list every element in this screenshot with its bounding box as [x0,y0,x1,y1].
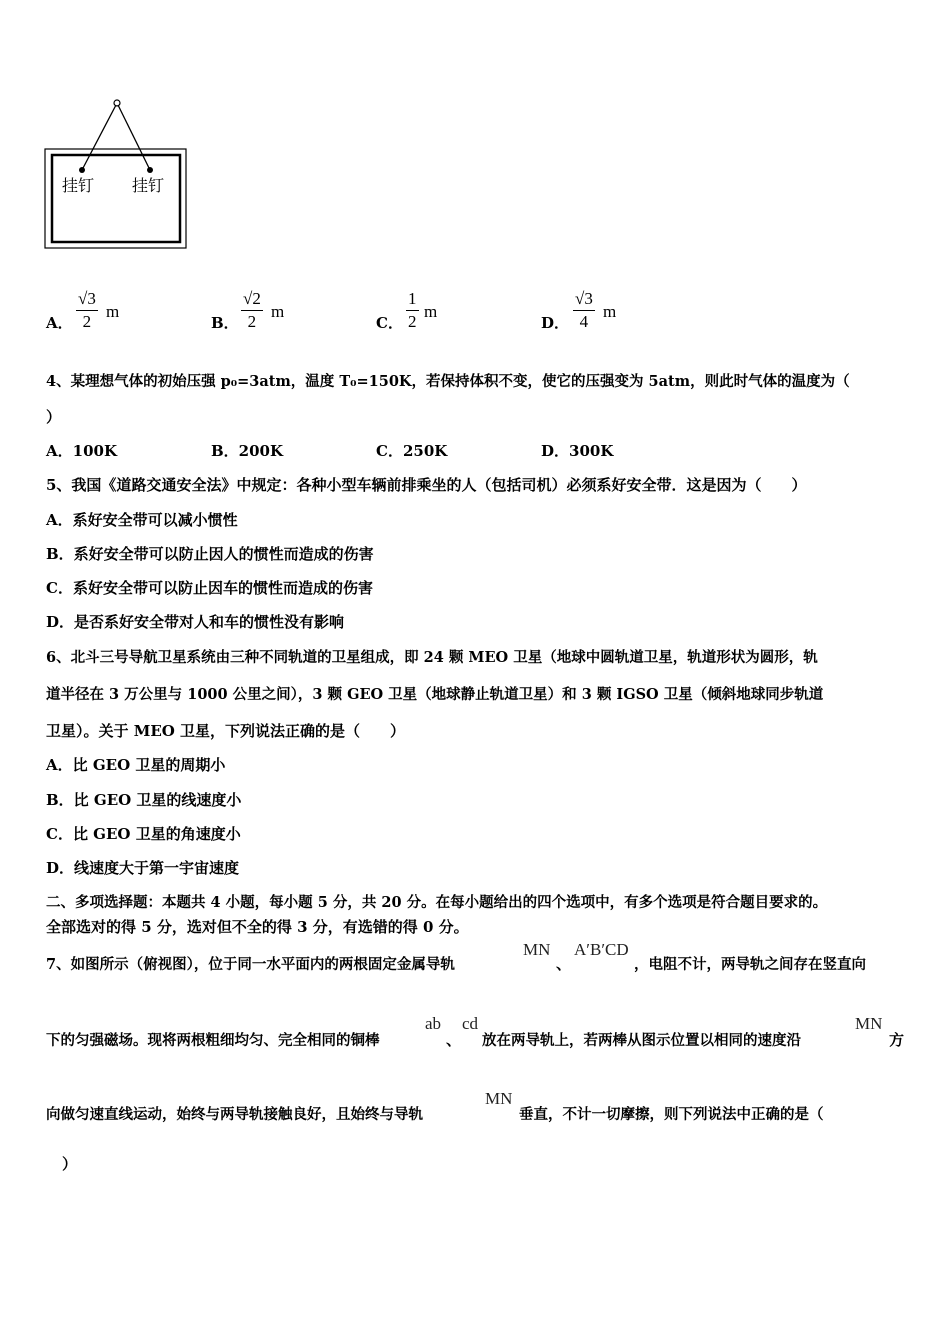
q7-line1-part1: 7、如图所示（俯视图），位于同一水平面内的两根固定金属导轨 [46,956,455,973]
q7-symbol-cd: cd [462,1014,479,1033]
q4-stem-line1: 4、某理想气体的初始压强 p₀=3atm，温度 T₀=150K，若保持体积不变，使它的压强变为 5atm，则此时气体的温度为（ [46,373,850,390]
q5-option-c: C．系好安全带可以防止因车的惯性而造成的伤害 [46,579,373,597]
q7-line2-part1: 下的匀强磁场。现将两根粗细均匀、完全相同的铜棒 [46,1032,380,1049]
nail-right-label: 挂钉 [132,176,165,195]
string-right [118,105,150,170]
q3-option-a-label: A． [46,314,73,332]
q7-symbol-mn-3: MN [485,1089,513,1108]
q5-option-b: B．系好安全带可以防止因人的惯性而造成的伤害 [46,545,374,563]
q4-option-d: D．300K [541,442,614,460]
q3-option-d-num: √3 [573,288,595,311]
q3-option-a-fraction [76,288,98,333]
hanging-frame-figure [40,95,200,255]
q7-line3-part1: 向做匀速直线运动，始终与两导轨接触良好，且始终与导轨 [46,1106,423,1123]
nail-left-label: 挂钉 [62,176,95,195]
hook-point [114,100,120,106]
q6-option-b: B．比 GEO 卫星的线速度小 [46,791,242,809]
q3-option-b-label: B． [211,314,239,332]
q4-option-a: A．100K [46,442,117,460]
q6-stem-line1: 6、北斗三号导航卫星系统由三种不同轨道的卫星组成，即 24 颗 MEO 卫星（地球中圆轨道卫星，轨道形状为圆形，轨 [46,649,818,666]
q7-line3-part2: 垂直，不计一切摩擦，则下列说法中正确的是（ [519,1106,824,1123]
q3-option-c-num: 1 [406,288,419,311]
q6-option-a: A．比 GEO 卫星的周期小 [46,756,226,774]
q7-symbol-abcd: A′B′CD [574,940,629,959]
q7-line2-part3: 方 [889,1031,905,1049]
q3-option-c-den: 2 [408,312,417,331]
q3-option-c-unit: m [424,302,438,321]
q3-option-c-label: C． [376,314,403,332]
q3-option-a-unit: m [106,302,120,321]
q3-option-b-fraction [241,288,263,333]
q6-option-d: D．线速度大于第一宇宙速度 [46,859,240,877]
q4-option-c: C．250K [376,442,448,460]
nail-right [147,167,153,173]
q6-option-c: C．比 GEO 卫星的角速度小 [46,825,241,843]
section2-intro-line1: 二、多项选择题：本题共 4 小题，每小题 5 分，共 20 分。在每小题给出的四个选项中，有多个选项是符合题目要求的。 [46,894,828,911]
q5-option-d: D．是否系好安全带对人和车的惯性没有影响 [46,613,345,631]
string-left [82,105,116,170]
q3-option-b-den: 2 [247,312,257,331]
q7-symbol-ab: ab [425,1014,442,1033]
q3-option-b-num: √2 [241,288,263,311]
q5-stem: 5、我国《道路交通安全法》中规定：各种小型车辆前排乘坐的人（包括司机）必须系好安全带．这是因为（ ） [46,476,807,494]
q7-line4: ） [62,1155,78,1173]
q3-option-d-fraction [573,288,595,333]
q7-line1-part2: ，电阻不计，两导轨之间存在竖直向 [634,956,866,973]
q4-stem-line2: ） [46,408,62,426]
q7-line2-sep: 、 [446,1031,462,1049]
q3-option-a-num: √3 [76,288,98,311]
q5-option-a: A．系好安全带可以减小惯性 [46,511,238,529]
q7-line1-sep: 、 [556,955,572,973]
q4-option-b: B．200K [211,442,284,460]
q3-option-a-den: 2 [82,312,92,331]
q6-stem-line3: 卫星）。关于 MEO 卫星，下列说法正确的是（ ） [46,722,406,740]
nail-left [79,167,85,173]
frame-outer [45,149,186,248]
q3-option-b-unit: m [271,302,285,321]
frame-inner [52,155,180,242]
q6-stem-line2: 道半径在 3 万公里与 1000 公里之间），3 颗 GEO 卫星（地球静止轨道卫星）和 3 颗 IGSO 卫星（倾斜地球同步轨道 [46,686,824,703]
q3-option-d-label: D． [541,314,570,332]
section2-intro-line2: 全部选对的得 5 分，选对但不全的得 3 分，有选错的得 0 分。 [46,918,469,936]
q7-symbol-mn-1: MN [523,940,551,959]
q3-option-d-den: 4 [579,312,589,331]
q7-symbol-mn-2: MN [855,1014,883,1033]
q3-option-d-unit: m [603,302,617,321]
q3-option-c-fraction [406,288,419,333]
q7-line2-part2: 放在两导轨上，若两棒从图示位置以相同的速度沿 [482,1032,801,1049]
